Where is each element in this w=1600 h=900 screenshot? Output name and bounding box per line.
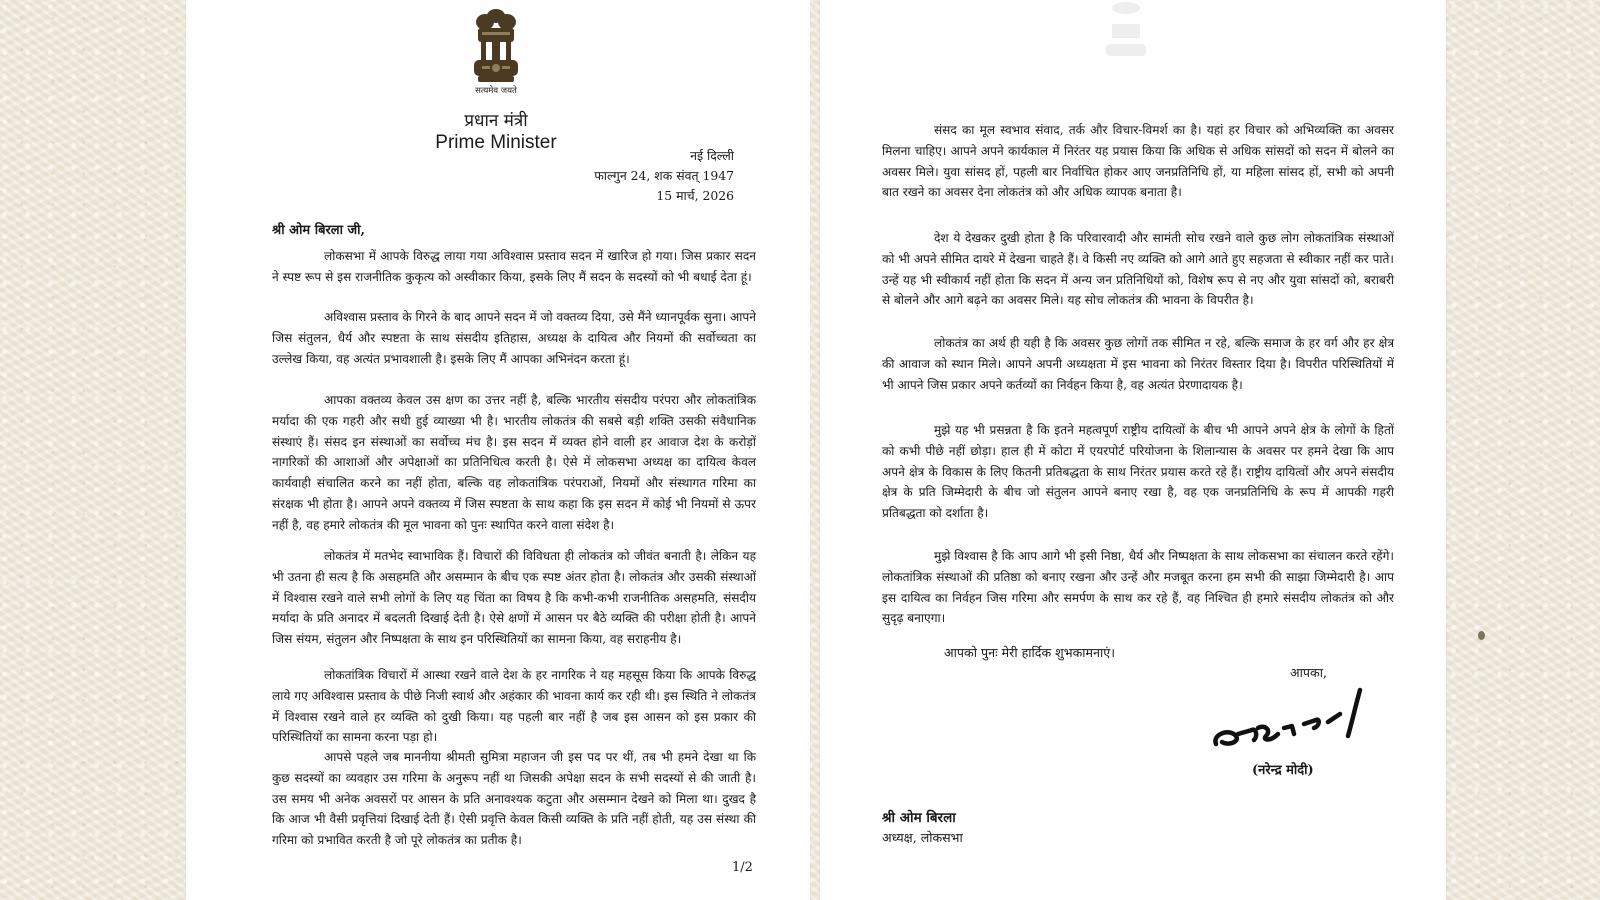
place: नई दिल्ली (690, 148, 734, 163)
salutation: श्री ओम बिरला जी, (272, 223, 366, 238)
date-saka: फाल्गुन 24, शक संवत् 1947 (594, 168, 734, 183)
page-number: 1/2 (732, 860, 753, 875)
letter-page-2 (820, 0, 1446, 900)
national-emblem-icon (468, 6, 524, 88)
addressee-name: श्री ओम बिरला (882, 810, 956, 826)
paragraph: लोकतांत्रिक विचारों में आस्था रखने वाले देश के हर नागरिक ने यह महसूस किया कि आपके विरुद्ध लाये गए अविश्वास प्रस्ताव के पीछे निजी स्वार्थ और अहंकार की भावना कार्य कर रही थी। इस स्थिति ने लोकतंत्र में विश्वास रखने वाले हर व्यक्ति को दुखी किया। यह पहली बार नहीं है जब इस आसन को इस प्रकार की परिस्थितियों का सामना करना पड़ा हो। (272, 668, 756, 745)
paragraph: अविश्वास प्रस्ताव के गिरने के बाद आपने सदन में जो वक्तव्य दिया, उसे मैंने ध्यानपूर्वक सुना। आपने जिस संतुलन, धैर्य और स्पष्टता के साथ संसदीय इतिहास, अध्यक्ष के दायित्व और नियमों की सर्वोच्चता का उल्लेख किया, वह अत्यंत प्रभावशाली है। इसके लिए मैं आपका अभिनंदन करता हूं। (272, 310, 756, 366)
background-speck (1478, 631, 1485, 640)
watermark-emblem-icon (1098, 0, 1154, 62)
paragraph: मुझे विश्वास है कि आप आगे भी इसी निष्ठा, धैर्य और निष्पक्षता के साथ लोकसभा का संचालन करते रहेंगे। लोकतांत्रिक संस्थाओं की प्रतिष्ठा को बनाए रखना और उन्हें और मजबूत करना हम सभी की साझा जिम्मेदारी है। आप इस दायित्व का निर्वहन जिस गरिमा और समर्पण के साथ कर रहे हैं, वह निश्चित ही हमारे संसदीय लोकतंत्र को और सुदृढ़ बनाएगा। (882, 549, 1394, 626)
date-gregorian: 15 मार्च, 2026 (656, 188, 734, 203)
signature (1208, 684, 1368, 754)
addressee-title: अध्यक्ष, लोकसभा (882, 830, 963, 845)
paragraph: लोकतंत्र का अर्थ ही यही है कि अवसर कुछ लोगों तक सीमित न रहे, बल्कि समाज के हर वर्ग और हर क्षेत्र की आवाज को स्थान मिले। आपने अपनी अध्यक्षता में इस भावना को निरंतर विस्तार दिया है। विपरीत परिस्थितियों में भी आपने जिस प्रकार अपने कर्तव्यों का निर्वहन किया है, वह अत्यंत प्रेरणादायक है। (882, 336, 1394, 392)
signer-name: (नरेन्द्र मोदी) (1252, 763, 1314, 778)
paragraph: संसद का मूल स्वभाव संवाद, तर्क और विचार-विमर्श का है। यहां हर विचार को अभिव्यक्ति का अवसर मिलना चाहिए। आपने अपने कार्यकाल में निरंतर यह प्रयास किया कि अधिक से अधिक सांसदों को सदन में बोलने का अवसर मिले। युवा सांसद हों, पहली बार निर्वाचित होकर आए जनप्रतिनिधि हों, या महिला सांसद हों, सभी को अपनी बात रखने का अवसर देना लोकतंत्र को और अधिक व्यापक बनाता है। (882, 123, 1394, 200)
paragraph: मुझे यह भी प्रसन्नता है कि इतने महत्वपूर्ण राष्ट्रीय दायित्वों के बीच भी आपने अपने क्षेत्र के लोगों के हितों को कभी पीछे नहीं छोड़ा। हाल ही में कोटा में एयरपोर्ट परियोजना के शिलान्यास के अवसर पर हमने देखा कि आप अपने क्षेत्र के विकास के लिए कितनी प्रतिबद्धता के साथ निरंतर प्रयास करते रहे हैं। राष्ट्रीय दायित्वों और अपने संसदीय क्षेत्र के प्रति जिम्मेदारी के बीच जो संतुलन आपने बनाए रखा है, वह एक जनप्रतिनिधि के रूप में आपकी गहरी प्रतिबद्धता को दर्शाता है। (882, 423, 1394, 521)
paragraph: आपसे पहले जब माननीया श्रीमती सुमित्रा महाजन जी इस पद पर थीं, तब भी हमने देखा था कि कुछ सदस्यों का व्यवहार उस गरिमा के अनुरूप नहीं था जिसकी अपेक्षा सदन के सभी सदस्यों से की जाती है। उस समय भी अनेक अवसरों पर आसन के प्रति अनावश्यक कटुता और असम्मान देखने को मिला था। दुखद है कि आज भी वैसी प्रवृत्तियां दिखाई देती हैं। ऐसी प्रवृत्ति केवल किसी व्यक्ति के प्रति नहीं होती, यह उस संस्था की गरिमा को प्रभावित करती है जो पूरे लोकतंत्र का प्रतीक है। (272, 750, 756, 848)
paragraph: लोकसभा में आपके विरुद्ध लाया गया अविश्वास प्रस्ताव सदन में खारिज हो गया। जिस प्रकार सदन ने स्पष्ट रूप से इस राजनीतिक कुकृत्य को अस्वीकार किया, इसके लिए मैं सदन के सदस्यों को भी बधाई देता हूं। (272, 249, 756, 284)
paragraph: देश ये देखकर दुखी होता है कि परिवारवादी और सामंती सोच रखने वाले कुछ लोग लोकतांत्रिक संस्थाओं को भी अपने सीमित दायरे में देखना चाहते हैं। वे किसी नए व्यक्ति को आगे आते हुए सहजता से स्वीकार नहीं कर पाते। उन्हें यह भी स्वीकार्य नहीं होता कि सदन में अन्य जन प्रतिनिधियों को, विशेष रूप से नए और युवा सांसदों को, बराबरी से बोलने और आगे बढ़ने का अवसर मिले। यह सोच लोकतंत्र की भावना के विपरीत है। (882, 231, 1394, 308)
office-title-hindi: प्रधान मंत्री (464, 111, 528, 131)
office-title-english: Prime Minister (435, 132, 557, 153)
complimentary-close: आपका, (1290, 665, 1327, 680)
paragraph: आपका वक्तव्य केवल उस क्षण का उत्तर नहीं है, बल्कि भारतीय संसदीय परंपरा और लोकतांत्रिक मर्यादा की एक गहरी और सधी हुई व्याख्या भी है। भारतीय लोकतंत्र की सबसे बड़ी शक्ति उसकी संवैधानिक संस्थाएं हैं। संसद इन संस्थाओं का सर्वोच्च मंच है। इस सदन में व्यक्त होने वाली हर आवाज देश के करोड़ों नागरिकों की आशाओं और अपेक्षाओं का प्रतिनिधित्व करती है। ऐसे में लोकसभा अध्यक्ष का दायित्व केवल कार्यवाही संचालित करने का नहीं होता, बल्कि वह लोकतांत्रिक परंपराओं, नियमों और संस्थागत गरिमा का संरक्षक भी होता है। आपने अपने वक्तव्य में जिस स्पष्टता के साथ कहा कि इस सदन में कोई भी नियमों से ऊपर नहीं है, वह हमारे लोकतंत्र की मूल भावना को पुनः स्थापित करने वाला संदेश है। (272, 393, 756, 532)
paragraph: लोकतंत्र में मतभेद स्वाभाविक हैं। विचारों की विविधता ही लोकतंत्र को जीवंत बनाती है। लेकिन यह भी उतना ही सत्य है कि असहमति और असम्मान के बीच एक स्पष्ट अंतर होता है। लोकतंत्र और उसकी संस्थाओं में विश्वास रखने वाले सभी लोगों के लिए यह चिंता का विषय है कि कभी-कभी राजनीतिक असहमति, संसदीय मर्यादा के प्रति अनादर में बदलती दिखाई देती है। ऐसे क्षणों में आसन पर बैठे व्यक्ति की परीक्षा होती है। आपने जिस संयम, संतुलन और निष्पक्षता के साथ इन परिस्थितियों का सामना किया, वह सराहनीय है। (272, 549, 756, 647)
emblem-motto: सत्यमेव जयते (475, 86, 517, 96)
closing-wishes: आपको पुनः मेरी हार्दिक शुभकामनाएं। (944, 645, 1116, 660)
letter-page-1 (186, 0, 810, 900)
